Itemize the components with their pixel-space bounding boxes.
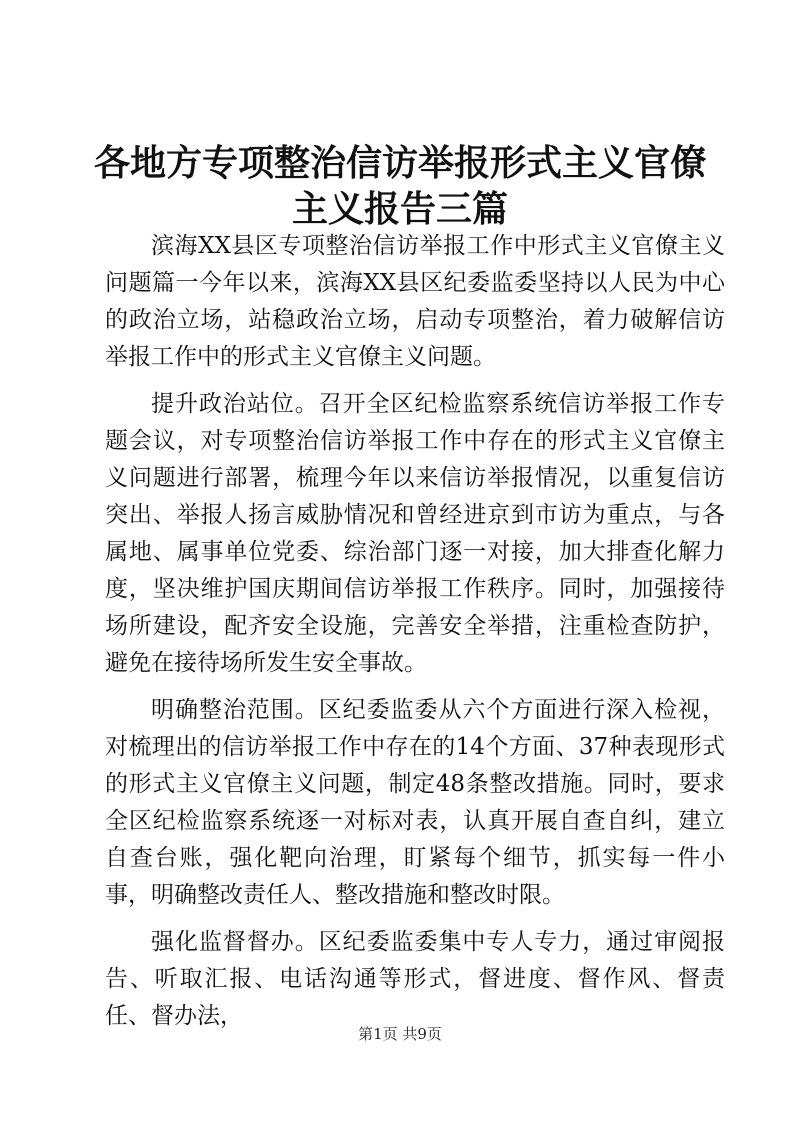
document-title: 各地方专项整治信访举报形式主义官僚主义报告三篇	[93, 142, 706, 230]
document-body	[105, 228, 725, 1045]
paragraph-1: 滨海XX县区专项整治信访举报工作中形式主义官僚主义问题篇一今年以来，滨海XX县区纪委监委坚持以人民为中心的政治立场，站稳政治立场，启动专项整治，着力破解信访举报工作中的形式主义官僚主义问题。	[105, 233, 725, 370]
paragraph-3: 明确整治范围。区纪委监委从六个方面进行深入检视，对梳理出的信访举报工作中存在的14个方面、37种表现形式的形式主义官僚主义问题，制定48条整改措施。同时，要求全区纪检监察系统逐一对标对表，认真开展自查自纠，建立自查台账，强化靶向治理，盯紧每个细节，抓实每一件小事，明确整改责任人、整改措施和整改时限。	[105, 697, 725, 908]
paragraph-4: 强化监督督办。区纪委监委集中专人专力，通过审阅报告、听取汇报、电话沟通等形式，督进度、督作风、督责任、督办法，	[105, 929, 725, 1029]
paragraph-2: 提升政治站位。召开全区纪检监察系统信访举报工作专题会议，对专项整治信访举报工作中存在的形式主义官僚主义问题进行部署，梳理今年以来信访举报情况，以重复信访突出、举报人扬言威胁情况和曾经进京到市访为重点，与各属地、属事单位党委、综治部门逐一对接，加大排查化解力度，坚决维护国庆期间信访举报工作秩序。同时，加强接待场所建设，配齐安全设施，完善安全举措，注重检查防护，避免在接待场所发生安全事故。	[105, 391, 725, 676]
page-number-footer: 第1页 共9页	[358, 1025, 442, 1043]
